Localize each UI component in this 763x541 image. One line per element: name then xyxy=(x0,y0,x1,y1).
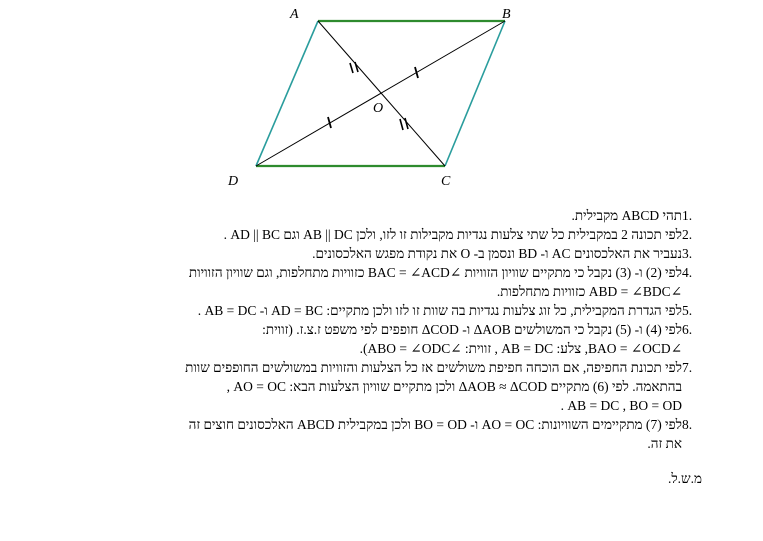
side-bc xyxy=(445,21,505,166)
step-text-line: נעביר את האלכסונים AC ו- BD ונסמן ב- O את נקודת מפגש האלכסונים. xyxy=(312,246,682,261)
step-number: 3. xyxy=(682,246,693,261)
step-text-line: לפי (7) מתקיימים השוויונות: AO = OC ו- BO = OD ולכן במקבילית ABCD האלכסונים חוצים זה xyxy=(188,417,682,432)
proof-step-3 xyxy=(60,244,704,263)
step-number: 7. xyxy=(682,360,693,375)
vertex-label-c: C xyxy=(441,174,451,189)
proof-text xyxy=(60,206,704,488)
center-label-o: O xyxy=(373,101,384,116)
parallelogram-figure xyxy=(0,0,763,200)
diagonal-ac xyxy=(318,21,445,166)
proof-step-6 xyxy=(60,320,704,358)
step-number: 6. xyxy=(682,322,693,337)
step-number: 1. xyxy=(682,208,693,223)
diagonal-bd xyxy=(256,21,505,166)
proof-step-4 xyxy=(60,263,704,301)
double-tick-ao xyxy=(350,62,358,73)
step-text-line: AB = DC , BO = OD . xyxy=(560,398,682,413)
step-number: 2. xyxy=(682,227,693,242)
step-text-line: לפי תכונה 2 במקבילית כל שתי צלעות נגדיות מקבילות זו לזו, ולכן AB || DC וגם AD || BC . xyxy=(223,227,682,242)
step-text-line: לפי הגדרת המקבילית, כל זוג צלעות נגדיות בה שוות זו לזו ולכן מתקיים: AD = BC ו- AB = DC . xyxy=(197,303,682,318)
step-text-line: ∠ABD = ∠BDC כזוויות מתחלפות. xyxy=(496,284,682,299)
step-number: 4. xyxy=(682,265,693,280)
proof-step-8 xyxy=(60,415,704,453)
step-text-line: בהתאמה. לפי (6) מתקיים ΔAOB ≈ ΔCOD ולכן מתקיים שוויון הצלעות הבא: AO = OC , xyxy=(226,379,682,394)
step-number: 8. xyxy=(682,417,693,432)
step-text-line: לפי (4) ו- (5) נקבל כי המשולשים ΔAOB ו- ΔCOD חופפים לפי משפט ז.צ.ז. (זווית: xyxy=(262,322,682,337)
proof-step-7 xyxy=(60,358,704,415)
step-number: 5. xyxy=(682,303,693,318)
qed-mark: מ.ש.ל. xyxy=(667,471,702,486)
step-text-line: ∠BAO = ∠OCD, צלע: AB = DC , זווית: ∠ABO = ∠ODC). xyxy=(359,341,682,356)
vertex-label-a: A xyxy=(290,7,299,22)
proof-step-5 xyxy=(60,301,704,320)
step-text-line: את זה. xyxy=(647,436,682,451)
vertex-label-b: B xyxy=(502,7,511,22)
step-text-line: לפי תכונת החפיפה, אם הוכחה חפיפת משולשים אז כל הצלעות והזוויות במשולשים החופפים שוות xyxy=(185,360,682,375)
step-text-line: לפי (2) ו- (3) נקבל כי מתקיים שוויון הזוויות ∠BAC = ∠ACD כזוויות מתחלפות, וגם שוויון הזוויות xyxy=(188,265,682,280)
side-ad xyxy=(256,21,318,166)
proof-step-1 xyxy=(60,206,704,225)
step-text-line: תהי ABCD מקבילית. xyxy=(571,208,682,223)
proof-step-2 xyxy=(60,225,704,244)
vertex-label-d: D xyxy=(228,174,239,189)
